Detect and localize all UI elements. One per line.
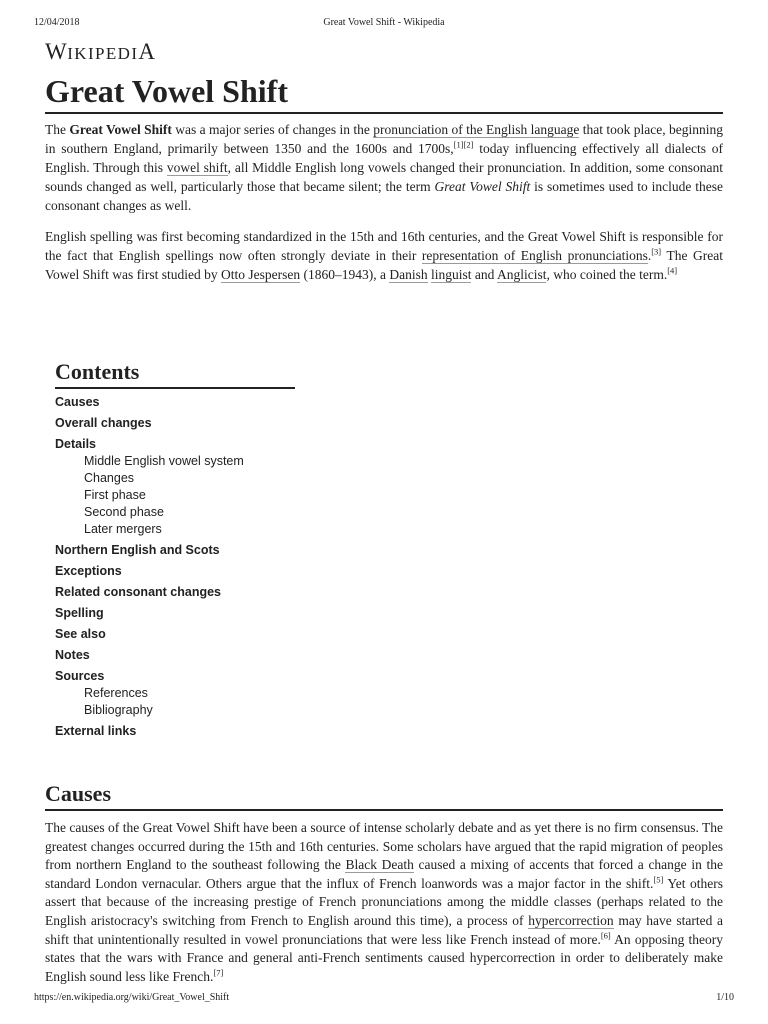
print-page-title: Great Vowel Shift - Wikipedia: [323, 17, 445, 28]
toc-subitem-first-phase[interactable]: First phase: [84, 488, 146, 502]
wikipedia-logo[interactable]: [45, 38, 723, 66]
article: [45, 38, 724, 984]
link-anglicist[interactable]: Anglicist: [496, 267, 547, 282]
toc-item-spelling[interactable]: Spelling: [55, 606, 104, 620]
text: today influencing effectively all dialects of English. Through this: [45, 141, 723, 175]
print-url: https://en.wikipedia.org/wiki/Great_Vowel_Shift: [34, 992, 230, 1003]
text: .: [647, 248, 652, 263]
logo-first: W: [45, 39, 68, 64]
text: The Great Vowel Shift was first studied by: [45, 248, 723, 282]
toc-item-causes[interactable]: Causes: [55, 395, 100, 409]
text: An opposing theory states that the wars with France and general anti-French sentiments caused hypercorrection in order to deliberately make English sound less like French.: [45, 931, 723, 984]
toc-subitem-references[interactable]: References: [84, 686, 148, 700]
print-footer: [34, 992, 734, 1006]
toc-item-related-consonant-changes[interactable]: Related consonant changes: [55, 585, 222, 599]
text: (1860–1943), a: [300, 267, 390, 282]
section-causes: [45, 780, 723, 986]
link-hypercorrection[interactable]: hypercorrection: [528, 912, 614, 928]
intro-paragraph-2: [45, 227, 723, 284]
logo-small-caps: IKIPEDI: [67, 44, 139, 63]
print-header: [34, 17, 734, 31]
toc-item-notes[interactable]: Notes: [55, 648, 90, 662]
link-pronunciation-of-english[interactable]: pronunciation of the English language: [373, 122, 580, 137]
link-danish[interactable]: Danish: [389, 267, 428, 282]
text: English spelling was first becoming standardized in the 15th and 16th centuries, and the Great Vowel Shift is responsible for the fact that English spellings now often strongly deviate in their: [45, 229, 723, 263]
text: that took place, beginning in southern England, primarily between 1350 and the 1600s and 1700s,: [45, 122, 723, 156]
text: The causes of the Great Vowel Shift have been a source of intense scholarly debate and as yet there is no firm consensus. The greatest changes occurred during the 15th and 16th centuries. Some scholars have argued that the rapid migration of peoples from northern England to the southeast following the: [45, 820, 723, 873]
citation-1-2[interactable]: [1][2]: [453, 139, 474, 150]
link-linguist[interactable]: linguist: [430, 267, 472, 282]
citation-5[interactable]: [5]: [653, 874, 664, 885]
toc-list: [55, 394, 295, 740]
print-date: 12/04/2018: [34, 17, 80, 28]
text: The: [45, 122, 70, 137]
toc-item-external-links[interactable]: External links: [55, 724, 137, 738]
print-page-number: 1/10: [716, 992, 734, 1003]
text: , who coined the term.: [546, 267, 668, 282]
text: is sometimes used to include these consonant changes as well.: [45, 179, 723, 213]
citation-4[interactable]: [4]: [667, 265, 678, 276]
citation-7[interactable]: [7]: [213, 967, 224, 978]
toc-item-details[interactable]: Details: [55, 437, 96, 451]
toc-item-northern-english-and-scots[interactable]: Northern English and Scots: [55, 543, 220, 557]
link-black-death[interactable]: Black Death: [345, 857, 414, 873]
text: may have started a shift that unintentionally resulted in vowel pronunciations that were less like French instead of more.: [45, 912, 724, 947]
toc-item-sources[interactable]: Sources: [55, 669, 105, 683]
citation-3[interactable]: [3]: [651, 246, 662, 257]
text: was a major series of changes in the: [171, 122, 374, 137]
causes-paragraph: [45, 819, 723, 986]
link-otto-jespersen[interactable]: Otto Jespersen: [221, 267, 301, 282]
toc-subitem-bibliography[interactable]: Bibliography: [84, 703, 153, 717]
citation-6[interactable]: [6]: [600, 930, 611, 941]
toc-subitem-second-phase[interactable]: Second phase: [84, 505, 164, 519]
toc-item-see-also[interactable]: See also: [55, 627, 106, 641]
toc-subitem-later-mergers[interactable]: Later mergers: [84, 522, 162, 536]
toc-heading: Contents: [55, 358, 295, 389]
link-vowel-shift[interactable]: vowel shift: [166, 160, 228, 175]
table-of-contents: [55, 358, 295, 740]
intro-paragraph-1: [45, 120, 723, 215]
text: and: [471, 267, 497, 282]
toc-item-exceptions[interactable]: Exceptions: [55, 564, 122, 578]
page-title: Great Vowel Shift: [45, 72, 723, 114]
toc-subitem-changes[interactable]: Changes: [84, 471, 135, 485]
toc-item-overall-changes[interactable]: Overall changes: [55, 416, 152, 430]
text: caused a mixing of accents that forced a change in the standard London vernacular. Others argue that the influx of French loanwords was a major factor in the shift.: [45, 857, 723, 891]
logo-last: A: [138, 39, 156, 64]
section-heading-causes: Causes: [45, 780, 723, 811]
text: , all Middle English long vowels changed their pronunciation. In addition, some consonant sounds changed as well, particularly those that became silent; the term: [45, 160, 723, 194]
text: Yet others assert that because of the increasing prestige of French pronunciations among the middle classes (perhaps related to the English aristocracy's switching from French to English around this time), a process of: [45, 875, 723, 928]
bold-term: Great Vowel Shift: [69, 122, 172, 137]
link-representation-of-english-pronunciations[interactable]: representation of English pronunciations: [421, 248, 648, 263]
italic-term: Great Vowel Shift: [434, 179, 531, 194]
toc-subitem-middle-english-vowel-system[interactable]: Middle English vowel system: [84, 454, 244, 468]
